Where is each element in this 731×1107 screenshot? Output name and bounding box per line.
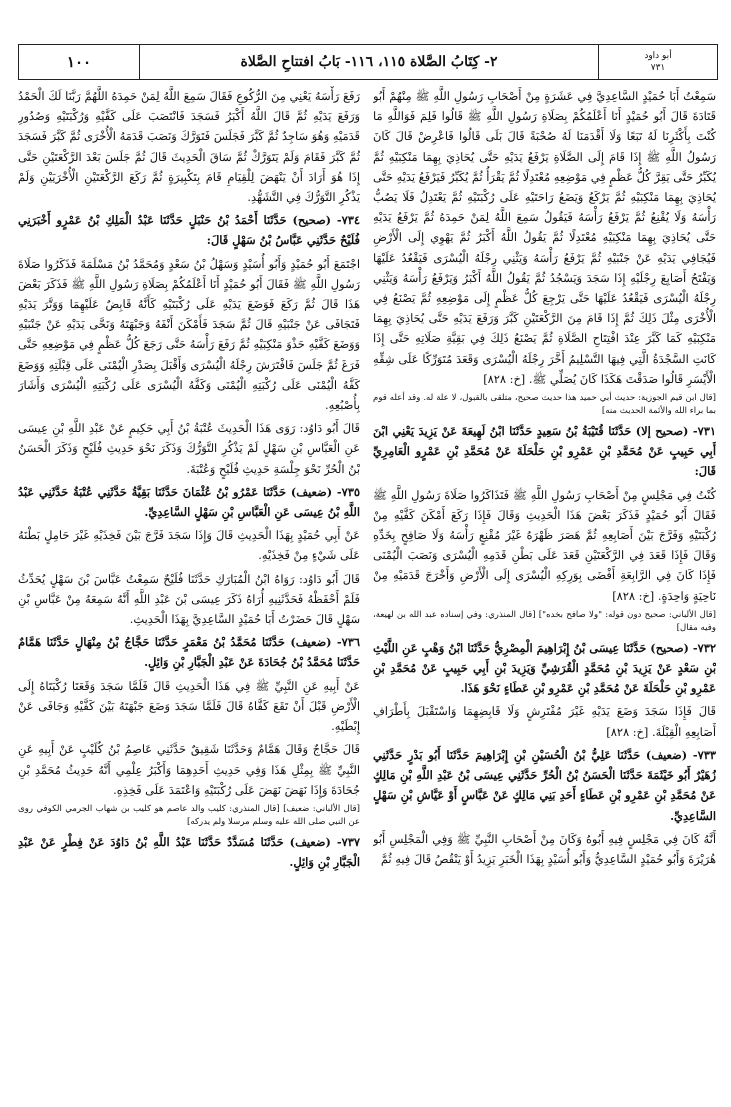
page-number: ١٠٠ <box>19 45 140 79</box>
hadith-text: عَنْ أَبِيهِ عَنِ النَّبِيِّ ﷺ فِي هَذَا الْحَدِيثِ قَالَ فَلَمَّا سَجَدَ وَقَعَتَا رُكْبَتَاهُ إِلَى الْأَرْضِ قَبْلَ أَنْ تَقَعَ كَفَّاهُ قَالَ فَلَمَّا سَجَدَ وَضَعَ جَبْهَتَهُ بَيْنَ كَفَّيْهِ وَجَافَى عَنْ إِبْطَيْهِ. <box>18 678 360 734</box>
hadith-isnad: ٧٣٧- (ضعيف) حَدَّثَنَا مُسَدَّدٌ حَدَّثَنَا عَبْدُ اللَّهِ بْنُ دَاوُدَ عَنْ فِطْرٍ عَنْ عَبْدِ الْجَبَّارِ بْنِ وَائِلٍ. <box>18 834 360 870</box>
hadith-text: قَالَ فَإِذَا سَجَدَ وَضَعَ يَدَيْهِ غَيْرَ مُفْتَرِشٍ وَلَا قَابِضِهِمَا وَاسْتَقْبَلَ بِأَطْرَافِ أَصَابِعِهِ الْقِبْلَةَ. [خ: ٨٢٨] <box>373 704 716 739</box>
page-header <box>18 44 718 80</box>
hadith-isnad: ٧٣١- (صحيح إلا) حَدَّثَنَا قُتَيْبَةُ بْنُ سَعِيدٍ حَدَّثَنَا ابْنُ لَهِيعَةَ عَنْ يَزِيدَ يَعْنِي ابْنَ أَبِي حَبِيبٍ عَنْ مُحَمَّدِ بْنِ عَمْرِو بْنِ حَلْحَلَةَ عَنْ مُحَمَّدِ بْنِ عَمْرٍو الْعَامِرِيِّ قَالَ: <box>373 424 716 479</box>
left-column <box>18 86 360 1096</box>
chapter-title: ٢- كِتَابُ الصَّلاة ١١٥، ١١٦- بَابُ افتتاحِ الصَّلاة <box>140 45 599 79</box>
footnote: [قال ابن قيم الجوزية: حديث أبي حميد هذا حديث صحيح، متلقى بالقبول، لا علة له. وقد أعله قوم بما براء الله والأئمة الحديث منه] <box>373 393 716 417</box>
right-column <box>373 86 716 1096</box>
hadith-text: أَنَّهُ كَانَ فِي مَجْلِسٍ فِيهِ أَبُوهُ وَكَانَ مِنْ أَصْحَابِ النَّبِيِّ ﷺ وَفِي الْمَجْلِسِ أَبُو هُرَيْرَةَ وَأَبُو حُمَيْدٍ السَّاعِدِيُّ وَأَبُو أُسَيْدٍ بِهَذَا الْخَبَرِ يَزِيدُ أَوْ يَنْقُصُ قَالَ فِيهِ ثُمَّ <box>373 831 716 866</box>
hadith-text: قَالَ حَجَّاجٌ وَقَالَ هَمَّامٌ وَحَدَّثَنَا شَقِيقٌ حَدَّثَنِي عَاصِمُ بْنُ كُلَيْبٍ عَنْ أَبِيهِ عَنِ النَّبِيِّ ﷺ بِمِثْلِ هَذَا وَفِي حَدِيثِ أَحَدِهِمَا وَأَكْبَرُ عِلْمِي أَنَّهُ حَدِيثُ مُحَمَّدِ بْنِ جُحَادَةَ وَإِذَا نَهَضَ نَهَضَ عَلَى رُكْبَتَيْهِ وَاعْتَمَدَ عَلَى فَخِذِهِ. <box>18 742 360 797</box>
hadith-isnad: ٧٣٤- (صحيح) حَدَّثَنَا أَحْمَدُ بْنُ حَنْبَلٍ حَدَّثَنَا عَبْدُ الْمَلِكِ بْنُ عَمْرٍو أَخْبَرَنِي فُلَيْحٌ حَدَّثَنِي عَبَّاسُ بْنُ سَهْلٍ قَالَ: <box>18 213 360 248</box>
volume-number: ٧٣١ <box>650 63 666 73</box>
hadith-text: رَفَعَ رَأْسَهُ يَعْنِي مِنَ الرُّكُوعِ فَقَالَ سَمِعَ اللَّهُ لِمَنْ حَمِدَهُ اللَّهُمَّ رَبَّنَا لَكَ الْحَمْدُ وَرَفَعَ يَدَيْهِ ثُمَّ قَالَ اللَّهُ أَكْبَرُ فَسَجَدَ فَانْتَصَبَ عَلَى كَفَّيْهِ وَرُكْبَتَيْهِ وَصُدُورِ قَدَمَيْهِ وَهُوَ سَاجِدٌ ثُمَّ كَبَّرَ فَجَلَسَ فَتَوَرَّكَ وَنَصَبَ قَدَمَهُ الْأُخْرَى ثُمَّ كَبَّرَ فَسَجَدَ ثُمَّ كَبَّرَ فَقَامَ وَلَمْ يَتَوَرَّكْ ثُمَّ سَاقَ الْحَدِيثَ قَالَ ثُمَّ جَلَسَ بَعْدَ الرَّكْعَتَيْنِ حَتَّى إِذَا هُوَ أَرَادَ أَنْ يَنْهَضَ لِلْقِيَامِ قَامَ بِتَكْبِيرَةٍ ثُمَّ رَكَعَ الرَّكْعَتَيْنِ الْأُخْرَيَيْنِ وَلَمْ يَذْكُرِ التَّوَرُّكَ فِي التَّشَهُّدِ. <box>18 89 360 205</box>
abu-dawud-comment: قَالَ أَبُو دَاوُد: رَوَاهُ ابْنُ الْمُبَارَكِ حَدَّثَنَا فُلَيْحٌ سَمِعْتُ عَبَّاسَ بْنَ سَهْلٍ يُحَدِّثُ فَلَمْ أَحْفَظْهُ فَحَدَّثَنِيهِ أُرَاهُ ذَكَرَ عِيسَى بْنَ عَبْدِ اللَّهِ أَنَّهُ سَمِعَهُ مِنْ عَبَّاسِ بْنِ سَهْلٍ قَالَ حَضَرْتُ أَبَا حُمَيْدٍ السَّاعِدِيَّ بِهَذَا الْحَدِيثِ. <box>18 571 360 627</box>
footnote: [قال الألباني: ضعيف] [قال المنذري: كليب والد عاصم هو كليب بن شهاب الجرمي الكوفي روى عن النبي صلى الله عليه وسلم مرسلا ولم يدركه] <box>18 803 360 827</box>
hadith-isnad: ٧٣٦- (ضعيف) حَدَّثَنَا مُحَمَّدُ بْنُ مَعْمَرٍ حَدَّثَنَا حَجَّاجُ بْنُ مِنْهَالٍ حَدَّثَنَا هَمَّامٌ حَدَّثَنَا مُحَمَّدُ بْنُ جُحَادَةَ عَنْ عَبْدِ الْجَبَّارِ بْنِ وَائِلٍ. <box>18 635 360 670</box>
hadith-isnad: ٧٣٥- (ضعيف) حَدَّثَنَا عَمْرُو بْنُ عُثْمَانَ حَدَّثَنَا بَقِيَّةُ حَدَّثَنِي عُتْبَةُ حَدَّثَنِي عَبْدُ اللَّهِ بْنُ عِيسَى عَنِ الْعَبَّاسِ بْنِ سَهْلٍ السَّاعِدِيِّ. <box>18 484 360 520</box>
hadith-text: كُنْتُ فِي مَجْلِسٍ مِنْ أَصْحَابِ رَسُولِ اللَّهِ ﷺ فَتَذَاكَرُوا صَلَاةَ رَسُولِ اللَّهِ ﷺ فَقَالَ أَبُو حُمَيْدٍ فَذَكَرَ بَعْضَ هَذَا الْحَدِيثِ وَقَالَ فَإِذَا رَكَعَ أَمْكَنَ كَفَّيْهِ مِنْ رُكْبَتَيْهِ وَفَرَّجَ بَيْنَ أَصَابِعِهِ ثُمَّ هَصَرَ ظَهْرَهُ غَيْرَ مُقْنِعٍ رَأْسَهُ وَلَا صَافِحٍ بِخَدِّهِ وَقَالَ فَإِذَا قَعَدَ فِي الرَّكْعَتَيْنِ قَعَدَ عَلَى بَطْنِ قَدَمِهِ الْيُسْرَى وَنَصَبَ الْيُمْنَى فَإِذَا كَانَ فِي الرَّابِعَةِ أَفْضَى بِوَرِكِهِ الْيُسْرَى إِلَى الْأَرْضِ وَأَخْرَجَ قَدَمَيْهِ مِنْ نَاحِيَةٍ وَاحِدَةٍ. [خ: ٨٢٨] <box>373 487 716 603</box>
hadith-text: اجْتَمَعَ أَبُو حُمَيْدٍ وَأَبُو أُسَيْدٍ وَسَهْلُ بْنُ سَعْدٍ وَمُحَمَّدُ بْنُ مَسْلَمَةَ فَذَكَرُوا صَلَاةَ رَسُولِ اللَّهِ ﷺ فَقَالَ أَبُو حُمَيْدٍ أَنَا أَعْلَمُكُمْ بِصَلَاةِ رَسُولِ اللَّهِ ﷺ فَذَكَرَ بَعْضَ هَذَا قَالَ ثُمَّ رَكَعَ فَوَضَعَ يَدَيْهِ عَلَى رُكْبَتَيْهِ كَأَنَّهُ قَابِضٌ عَلَيْهِمَا وَوَتَّرَ يَدَيْهِ فَتَجَافَى عَنْ جَنْبَيْهِ قَالَ ثُمَّ سَجَدَ فَأَمْكَنَ أَنْفَهُ وَجَبْهَتَهُ وَنَحَّى يَدَيْهِ عَنْ جَنْبَيْهِ وَوَضَعَ كَفَّيْهِ حَذْوَ مَنْكِبَيْهِ ثُمَّ رَفَعَ رَأْسَهُ حَتَّى رَجَعَ كُلُّ عَظْمٍ فِي مَوْضِعِهِ حَتَّى فَرَغَ ثُمَّ جَلَسَ فَافْتَرَشَ رِجْلَهُ الْيُسْرَى وَأَقْبَلَ بِصَدْرِ الْيُمْنَى عَلَى قِبْلَتِهِ وَوَضَعَ كَفَّهُ الْيُمْنَى عَلَى رُكْبَتِهِ الْيُمْنَى وَكَفَّهُ الْيُسْرَى عَلَى رُكْبَتِهِ الْيُسْرَى وَأَشَارَ بِأُصْبُعِهِ. <box>18 256 360 413</box>
hadith-text: عَنْ أَبِي حُمَيْدٍ بِهَذَا الْحَدِيثِ قَالَ وَإِذَا سَجَدَ فَرَّجَ بَيْنَ فَخِذَيْهِ غَيْرَ حَامِلٍ بَطْنَهُ عَلَى شَيْءٍ مِنْ فَخِذَيْهِ. <box>18 528 360 563</box>
hadith-isnad: ٧٣٢- (صحيح) حَدَّثَنَا عِيسَى بْنُ إِبْرَاهِيمَ الْمِصْرِيُّ حَدَّثَنَا ابْنُ وَهْبٍ عَنِ اللَّيْثِ بْنِ سَعْدٍ عَنْ يَزِيدَ بْنِ مُحَمَّدٍ الْقُرَشِيِّ وَيَزِيدَ بْنِ أَبِي حَبِيبٍ عَنْ مُحَمَّدِ بْنِ عَمْرِو بْنِ حَلْحَلَةَ عَنْ مُحَمَّدِ بْنِ عَمْرِو بْنِ عَطَاءٍ نَحْوَ هَذَا. <box>373 640 716 696</box>
book-name: أبو داود <box>644 51 672 61</box>
hadith-isnad: ٧٣٣- (ضعيف) حَدَّثَنَا عَلِيُّ بْنُ الْحُسَيْنِ بْنِ إِبْرَاهِيمَ حَدَّثَنَا أَبُو بَدْرٍ حَدَّثَنِي زُهَيْرٌ أَبُو خَيْثَمَةَ حَدَّثَنَا الْحَسَنُ بْنُ الْحُرِّ حَدَّثَنِي عِيسَى بْنُ عَبْدِ اللَّهِ بْنِ مَالِكٍ عَنْ مُحَمَّدِ بْنِ عَمْرِو بْنِ عَطَاءٍ أَحَدِ بَنِي مَالِكٍ عَنْ عَبَّاسٍ أَوْ عَيَّاشِ بْنِ سَهْلٍ السَّاعِدِيِّ. <box>373 747 716 823</box>
footnote: [قال الألباني: صحيح دون قوله: "ولا صافح بخده"] [قال المنذري: وفي إسناده عبد الله بن لهيعة، وفيه مقال] <box>373 609 716 633</box>
book-info <box>599 45 717 79</box>
abu-dawud-comment: قَالَ أَبُو دَاوُد: رَوَى هَذَا الْحَدِيثَ عُتْبَةُ بْنُ أَبِي حَكِيمٍ عَنْ عَبْدِ اللَّهِ بْنِ عِيسَى عَنِ الْعَبَّاسِ بْنِ سَهْلٍ لَمْ يَذْكُرِ التَّوَرُّكَ وَذَكَرَ نَحْوَ حَدِيثِ فُلَيْحٍ وَذَكَرَ الْحَسَنُ بْنُ الْحُرِّ نَحْوَ جِلْسَةِ حَدِيثِ فُلَيْحٍ وَعُتْبَةَ. <box>18 421 360 476</box>
hadith-text: سَمِعْتُ أَبَا حُمَيْدٍ السَّاعِدِيَّ فِي عَشَرَةٍ مِنْ أَصْحَابِ رَسُولِ اللَّهِ ﷺ مِنْهُمْ أَبُو قَتَادَةَ قَالَ أَبُو حُمَيْدٍ أَنَا أَعْلَمُكُمْ بِصَلَاةِ رَسُولِ اللَّهِ ﷺ قَالُوا فَلِمَ فَوَاللَّهِ مَا كُنْتَ بِأَكْثَرِنَا لَهُ تَبَعًا وَلَا أَقْدَمَنَا لَهُ صُحْبَةً قَالَ بَلَى قَالُوا فَاعْرِضْ قَالَ كَانَ رَسُولُ اللَّهِ ﷺ إِذَا قَامَ إِلَى الصَّلَاةِ يَرْفَعُ يَدَيْهِ حَتَّى يُحَاذِيَ بِهِمَا مَنْكِبَيْهِ ثُمَّ يُكَبِّرُ حَتَّى يَقِرَّ كُلُّ عَظْمٍ فِي مَوْضِعِهِ مُعْتَدِلًا ثُمَّ يَقْرَأُ ثُمَّ يُكَبِّرُ فَيَرْفَعُ يَدَيْهِ حَتَّى يُحَاذِيَ بِهِمَا مَنْكِبَيْهِ ثُمَّ يَرْكَعُ وَيَضَعُ رَاحَتَيْهِ عَلَى رُكْبَتَيْهِ ثُمَّ يَعْتَدِلُ فَلَا يَصُبُّ رَأْسَهُ وَلَا يُقْنِعُ ثُمَّ يَرْفَعُ رَأْسَهُ فَيَقُولُ سَمِعَ اللَّهُ لِمَنْ حَمِدَهُ ثُمَّ يَرْفَعُ يَدَيْهِ حَتَّى يُحَاذِيَ بِهِمَا مَنْكِبَيْهِ مُعْتَدِلًا ثُمَّ يَقُولُ اللَّهُ أَكْبَرُ ثُمَّ يَهْوِي إِلَى الْأَرْضِ فَيُجَافِي يَدَيْهِ عَنْ جَنْبَيْهِ ثُمَّ يَرْفَعُ رَأْسَهُ وَيَثْنِي رِجْلَهُ الْيُسْرَى فَيَقْعُدُ عَلَيْهَا وَيَفْتَحُ أَصَابِعَ رِجْلَيْهِ إِذَا سَجَدَ وَيَسْجُدُ ثُمَّ يَقُولُ اللَّهُ أَكْبَرُ وَيَرْفَعُ رَأْسَهُ وَيَثْنِي رِجْلَهُ الْيُسْرَى فَيَقْعُدُ عَلَيْهَا حَتَّى يَرْجِعَ كُلُّ عَظْمٍ إِلَى مَوْضِعِهِ ثُمَّ يَصْنَعُ فِي الْأُخْرَى مِثْلَ ذَلِكَ ثُمَّ إِذَا قَامَ مِنَ الرَّكْعَتَيْنِ كَبَّرَ وَرَفَعَ يَدَيْهِ حَتَّى يُحَاذِيَ بِهِمَا مَنْكِبَيْهِ كَمَا كَبَّرَ عِنْدَ افْتِتَاحِ الصَّلَاةِ ثُمَّ يَصْنَعُ ذَلِكَ فِي بَقِيَّةِ صَلَاتِهِ حَتَّى إِذَا كَانَتِ السَّجْدَةُ الَّتِي فِيهَا التَّسْلِيمُ أَخَّرَ رِجْلَهُ الْيُسْرَى وَقَعَدَ مُتَوَرِّكًا عَلَى شِقِّهِ الْأَيْسَرِ قَالُوا صَدَقْتَ هَكَذَا كَانَ يُصَلِّي ﷺ. [خ: ٨٢٨] <box>373 89 716 386</box>
